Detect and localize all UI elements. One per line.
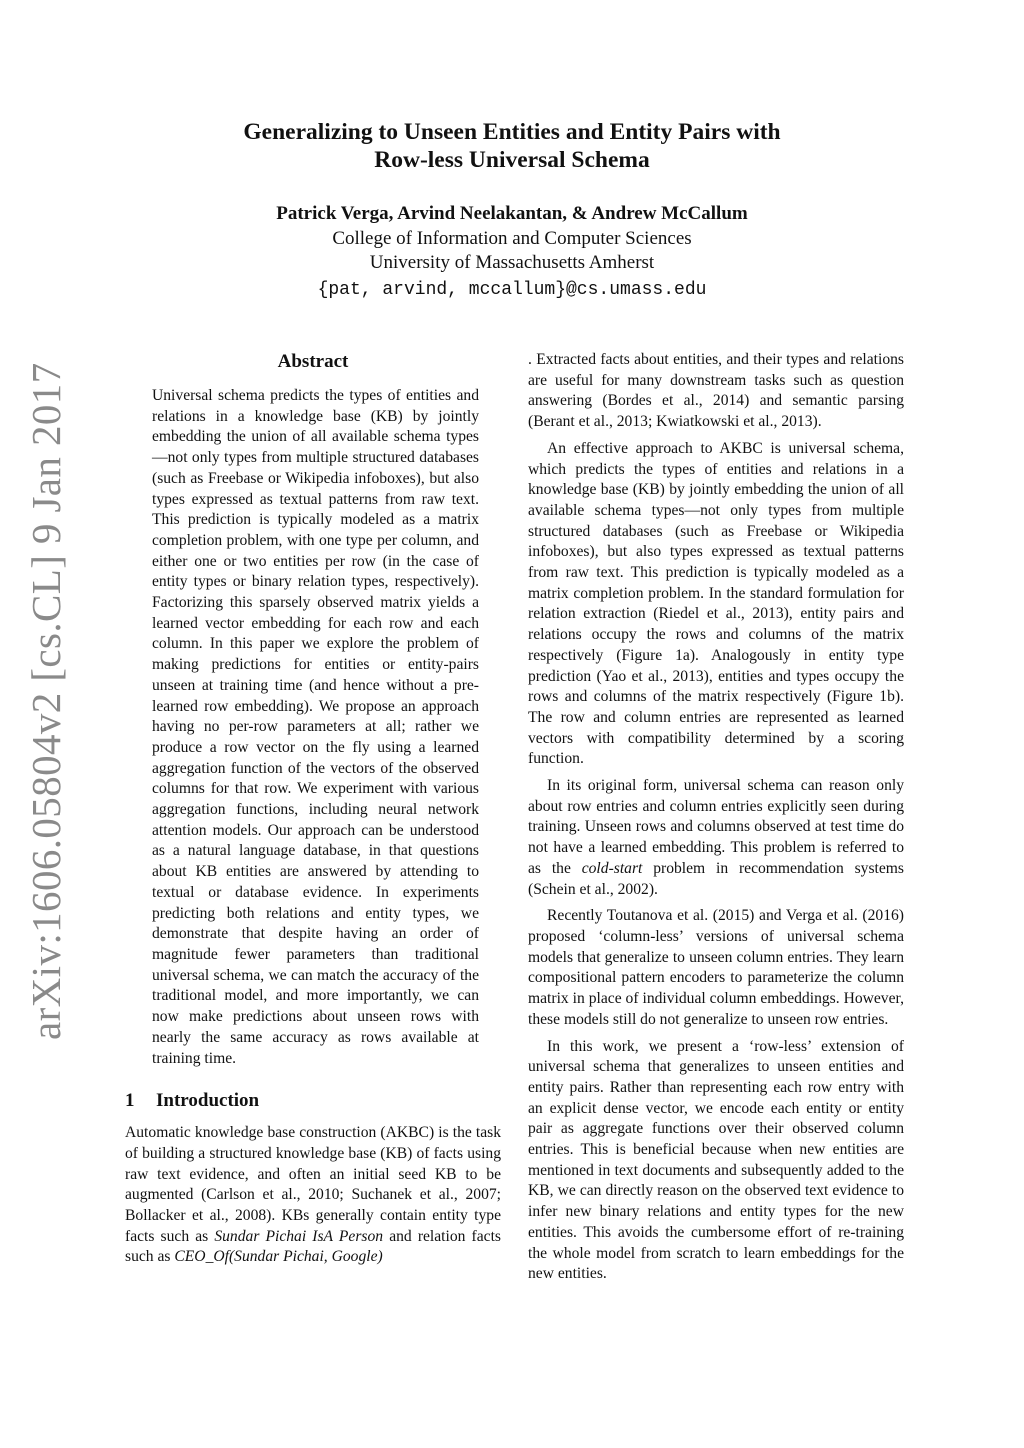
- title-line-2: Row-less Universal Schema: [374, 147, 650, 173]
- intro-paragraph-2: An effective approach to AKBC is universal schema, which predicts the types of entities and relations in a knowledge base (KB) by jointly embedding the union of all available schema types—not only types from multiple structured databases (such as Freebase or Wikipedia infoboxes), but also types expressed as textual patterns from raw text. This prediction is typically modeled as a matrix completion problem. In the standard formulation for relation extraction (Riedel et al., 2013), entity pairs and relations occupy the rows and columns of the matrix respectively (Figure 1a). Analogously in entity type prediction (Yao et al., 2013), entities and types occupy the rows and columns of the matrix respectively (Figure 1b). The row and column entries are represented as learned vectors with compatibility determined by a scoring function.: [528, 439, 904, 768]
- title-line-1: Generalizing to Unseen Entities and Entity Pairs with: [243, 119, 781, 145]
- author-names: Patrick Verga, Arvind Neelakantan, & Andrew McCallum: [276, 203, 748, 224]
- abstract-text: Universal schema predicts the types of entities and relations in a knowledge base (KB) by jointly embedding the union of all available schema types—not only types from multiple structured databases (such as Freebase or Wikipedia infoboxes), but also types expressed as textual patterns from raw text. This prediction is typically modeled as a matrix completion problem, with one type per column, and either one or two entities per row (in the case of entity types or binary relation types, respectively). Factorizing this sparsely observed matrix yields a learned vector embedding for each row and each column. In this paper we explore the problem of making predictions for entities or entity-pairs unseen at training time (and hence without a pre-learned row embedding). We propose an approach having no per-row parameters at all; rather we produce a row vector on the fly using a learned aggregation function of the vectors of the observed columns for that row. We experiment with various aggregation functions, including neural network attention models. Our approach can be understood as a natural language database, in that questions about KB entities are answered by attending to textual or database evidence. In experiments predicting both relations and entity types, we demonstrate that despite having an order of magnitude fewer parameters than traditional universal schema, we can match the accuracy of the traditional model, and more importantly, we can now make predictions about unseen rows with nearly the same accuracy as rows available at training time.: [152, 387, 479, 1067]
- intro-p1-example-ceo: CEO_Of(Sundar Pichai, Google): [174, 1248, 383, 1266]
- left-column: [125, 350, 501, 1268]
- arxiv-side-stamp: arXiv:1606.05804v2 [cs.CL] 9 Jan 2017: [23, 362, 69, 1040]
- intro-p3-text-a: In its original form, universal schema can reason only about row entries and column entries explicitly seen during training. Unseen rows and columns observed at test time do not have a learned embedding. This problem is referred to as the: [528, 777, 904, 877]
- author-block: [0, 202, 1024, 302]
- intro-paragraph-1-part-1: [125, 1123, 501, 1268]
- intro-paragraph-1-part-2: . Extracted facts about entities, and their types and relations are useful for many downstream tasks such as question answering (Bordes et al., 2014) and semantic parsing (Berant et al., 2013; Kwiatkowski et al., 2013).: [528, 351, 904, 431]
- intro-p3-term-cold-start: cold-start: [581, 859, 643, 877]
- author-email: {pat, arvind, mccallum}@cs.umass.edu: [317, 279, 707, 300]
- section-heading-introduction: [125, 1089, 501, 1113]
- abstract-heading: Abstract: [277, 351, 349, 372]
- intro-p1-text-a: Automatic knowledge base construction (AKBC) is the task of building a structured knowledge base (KB) of facts using raw text evidence, and often an initial seed KB to be augmented (Carlson et al., 2010; Suchanek et al., 2007; Bollacker et al., 2008). KBs generally contain entity type facts such as: [125, 1124, 501, 1245]
- intro-paragraph-5: In this work, we present a ‘row-less’ extension of universal schema that generalizes to unseen entities and entity pairs. Rather than representing each row entry with an explicit dense vector, we encode each entity or entity pair as aggregate functions over their observed column entries. This is beneficial because when new entities are mentioned in text documents and subsequently added to the KB, we can directly reason on the observed text evidence to infer new binary relations and entity types for the new entities. This avoids the cumbersome effort of re-training the whole model from scratch to learn embeddings for the new entities.: [528, 1037, 904, 1283]
- intro-paragraph-3: [528, 776, 904, 900]
- section-number: 1: [125, 1090, 135, 1112]
- intro-p1-text-b: and relation facts such as: [125, 1227, 501, 1266]
- affiliation-college: College of Information and Computer Sciences: [332, 227, 692, 249]
- affiliation-university: University of Massachusetts Amherst: [369, 252, 655, 273]
- right-column: [528, 350, 904, 1285]
- intro-p1-example-isa: Sundar Pichai IsA Person: [214, 1227, 384, 1245]
- intro-p3-text-b: problem in recommendation systems (Schein et al., 2002).: [528, 859, 904, 898]
- section-title: Introduction: [156, 1090, 260, 1112]
- intro-paragraph-4: Recently Toutanova et al. (2015) and Verga et al. (2016) proposed ‘column-less’ versions of universal schema models that generalize to unseen column entries. They learn compositional pattern encoders to parameterize the column matrix in place of individual column embeddings. However, these models still do not generalize to unseen row entries.: [528, 907, 904, 1028]
- paper-title: [0, 118, 1024, 174]
